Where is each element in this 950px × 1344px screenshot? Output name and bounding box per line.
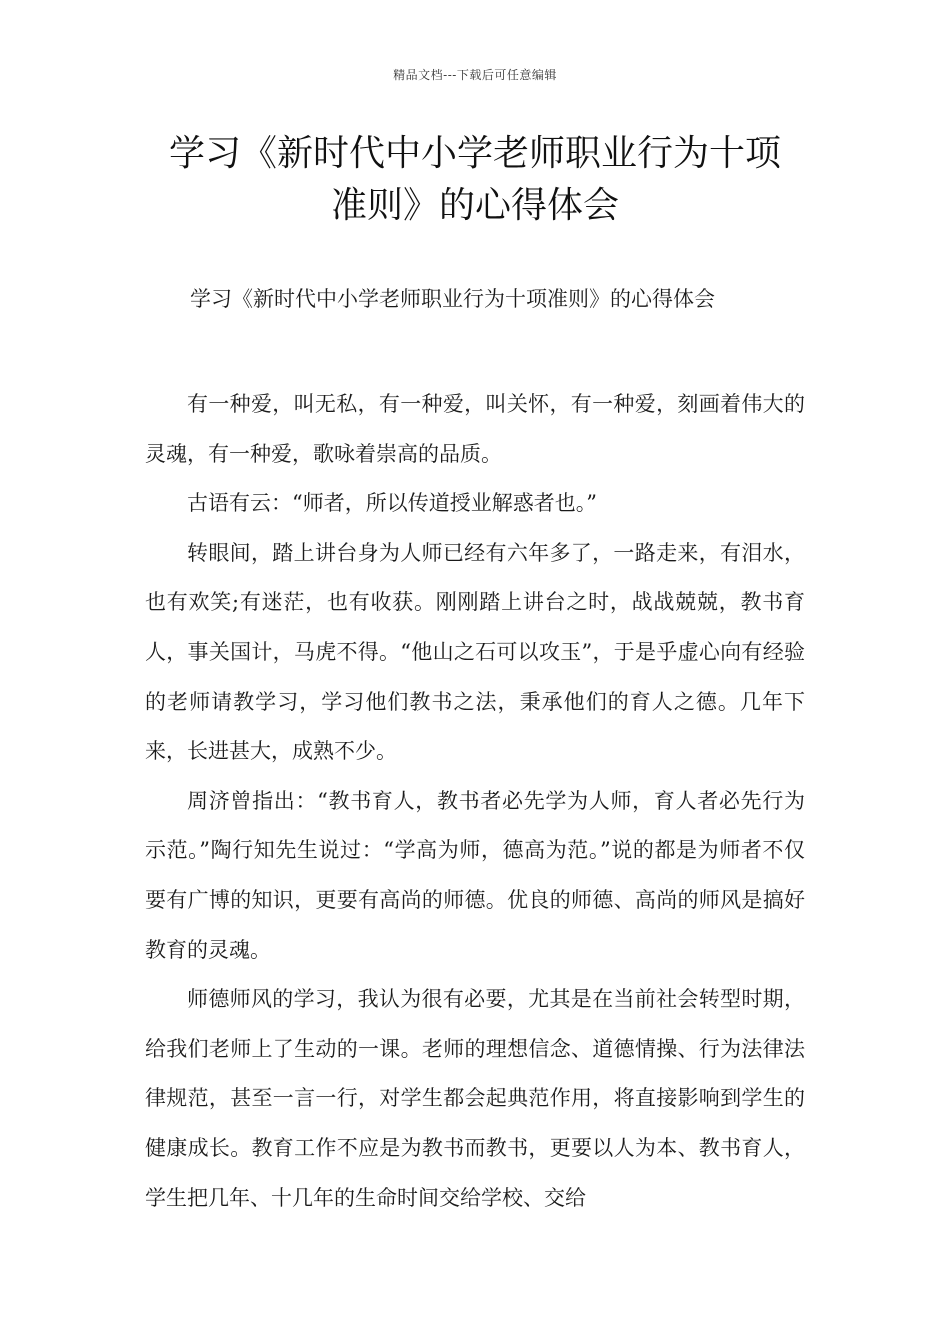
title-line-2: 准则》的心得体会 (330, 185, 619, 226)
document-body (145, 380, 805, 1223)
paragraph: 周济曾指出：“教书育人，教书者必先学为人师，育人者必先行为示范。”陶行知先生说过：“学高为师，德高为范。”说的都是为师者不仅要有广博的知识，更要有高尚的师德。优良的师德、高尚的师风是搞好教育的灵魂。 (145, 788, 805, 962)
paragraph: 转眼间，踏上讲台身为人师已经有六年多了，一路走来，有泪水，也有欢笑;有迷茫，也有收获。刚刚踏上讲台之时，战战兢兢，教书育人，事关国计，马虎不得。“他山之石可以攻玉”，于是乎虚心向有经验的老师请教学习，学习他们教书之法，秉承他们的育人之德。几年下来，长进甚大，成熟不少。 (145, 540, 805, 764)
document-title (120, 128, 830, 232)
title-line-1: 学习《新时代中小学老师职业行为十项 (168, 133, 781, 174)
paragraph: 师德师风的学习，我认为很有必要，尤其是在当前社会转型时期，给我们老师上了生动的一课。老师的理想信念、道德情操、行为法律法律规范，甚至一言一行，对学生都会起典范作用，将直接影响到学生的健康成长。教育工作不应是为教书而教书，更要以人为本、教书育人，学生把几年、十几年的生命时间交给学校、交给 (145, 987, 805, 1210)
paragraph: 有一种爱，叫无私，有一种爱，叫关怀，有一种爱，刻画着伟大的灵魂，有一种爱，歌咏着崇高的品质。 (145, 392, 805, 466)
header-watermark: 精品文档---下载后可任意编辑 (393, 68, 557, 82)
document-subtitle: 学习《新时代中小学老师职业行为十项准则》的心得体会 (190, 287, 715, 311)
paragraph: 古语有云：“师者，所以传道授业解惑者也。” (187, 491, 597, 516)
